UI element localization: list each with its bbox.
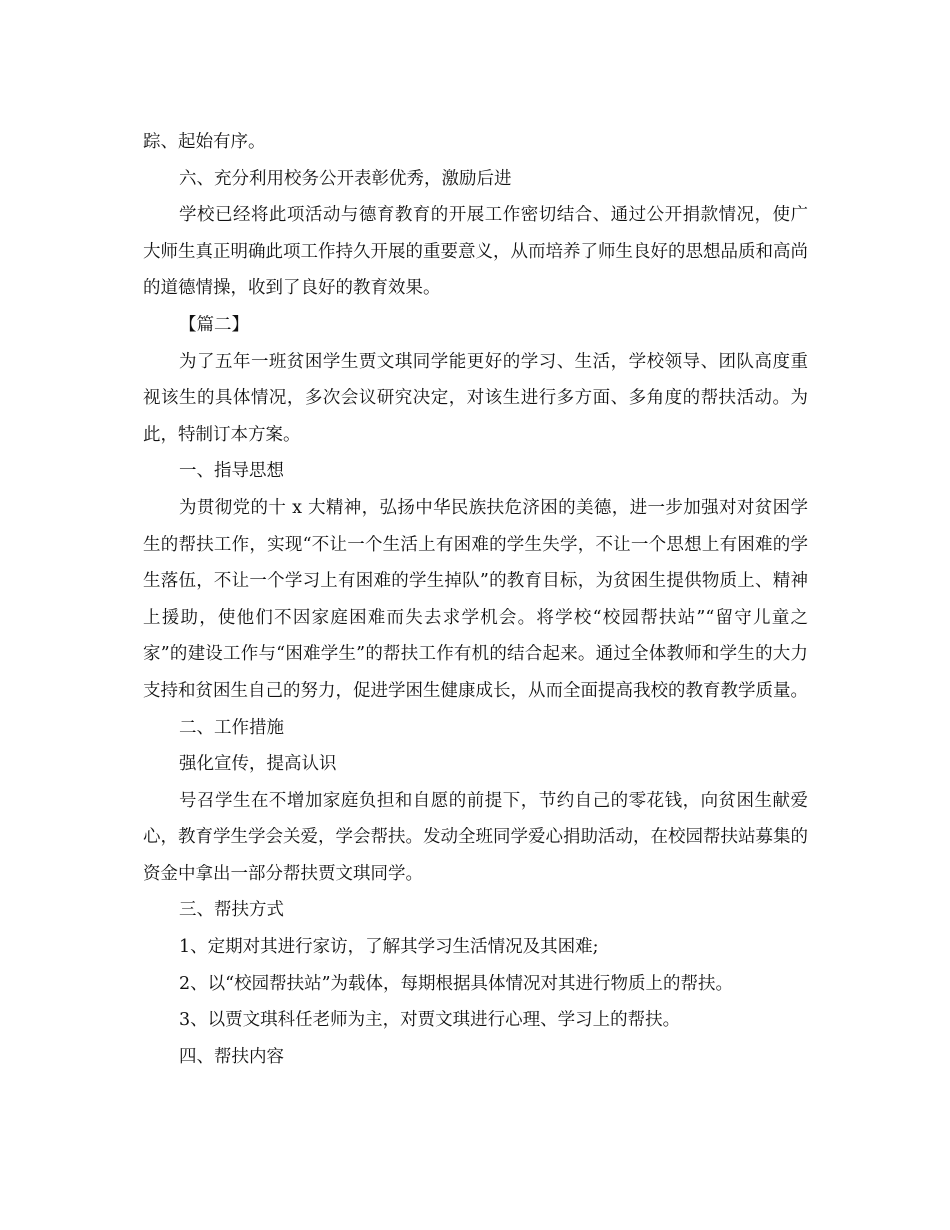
section-heading-six: 六、充分利用校务公开表彰优秀，激励后进 xyxy=(179,168,512,189)
section-heading-four: 四、帮扶内容 xyxy=(179,1046,284,1067)
list-item: 1、定期对其进行家访，了解其学习生活情况及其困难; xyxy=(179,937,599,958)
list-item: 2、以“校园帮扶站”为载体，每期根据具体情况对其进行物质上的帮扶。 xyxy=(179,973,734,994)
paragraph-body: 为了五年一班贫困学生贾文琪同学能更好的学习、生活，学校领导、团队高度重视该生的具体情况，多次会议研究决定，对该生进行多方面、多角度的帮扶活动。为此，特制订本方案。 xyxy=(143,351,808,445)
paragraph-continuation: 踪、起始有序。 xyxy=(143,132,266,152)
section-heading-three: 三、帮扶方式 xyxy=(179,900,284,921)
part-heading: 【篇二】 xyxy=(179,314,249,335)
section-heading-one: 一、指导思想 xyxy=(179,461,284,482)
section-heading-two: 二、工作措施 xyxy=(179,717,284,738)
paragraph-body: 号召学生在不增加家庭负担和自愿的前提下，节约自己的零花钱，向贫困生献爱心，教育学生学会关爱，学会帮扶。发动全班同学爱心捐助活动，在校园帮扶站募集的资金中拿出一部分帮扶贾文琪同学。 xyxy=(143,790,808,884)
paragraph-body: 为贯彻党的十 x 大精神，弘扬中华民族扶危济困的美德，进一步加强对对贫困学生的帮扶工作，实现“不让一个生活上有困难的学生失学，不让一个思想上有困难的学生落伍，不让一个学习上有困难的学生掉队”的教育目标，为贫困生提供物质上、精神上援助，使他们不因家庭困难而失去求学机会。将学校“校园帮扶站”“留守儿童之家”的建设工作与“困难学生”的帮扶工作有机的结合起来。通过全体教师和学生的大力支持和贫困生自己的努力，促进学困生健康成长，从而全面提高我校的教育教学质量。 xyxy=(143,497,808,701)
document-body xyxy=(143,124,808,1075)
paragraph-body: 学校已经将此项活动与德育教育的开展工作密切结合、通过公开捐款情况，使广大师生真正明确此项工作持久开展的重要意义，从而培养了师生良好的思想品质和高尚的道德情操，收到了良好的教育效果。 xyxy=(143,205,808,299)
list-item: 3、以贾文琪科任老师为主，对贾文琪进行心理、学习上的帮扶。 xyxy=(179,1010,681,1031)
subheading: 强化宣传，提高认识 xyxy=(179,754,337,775)
